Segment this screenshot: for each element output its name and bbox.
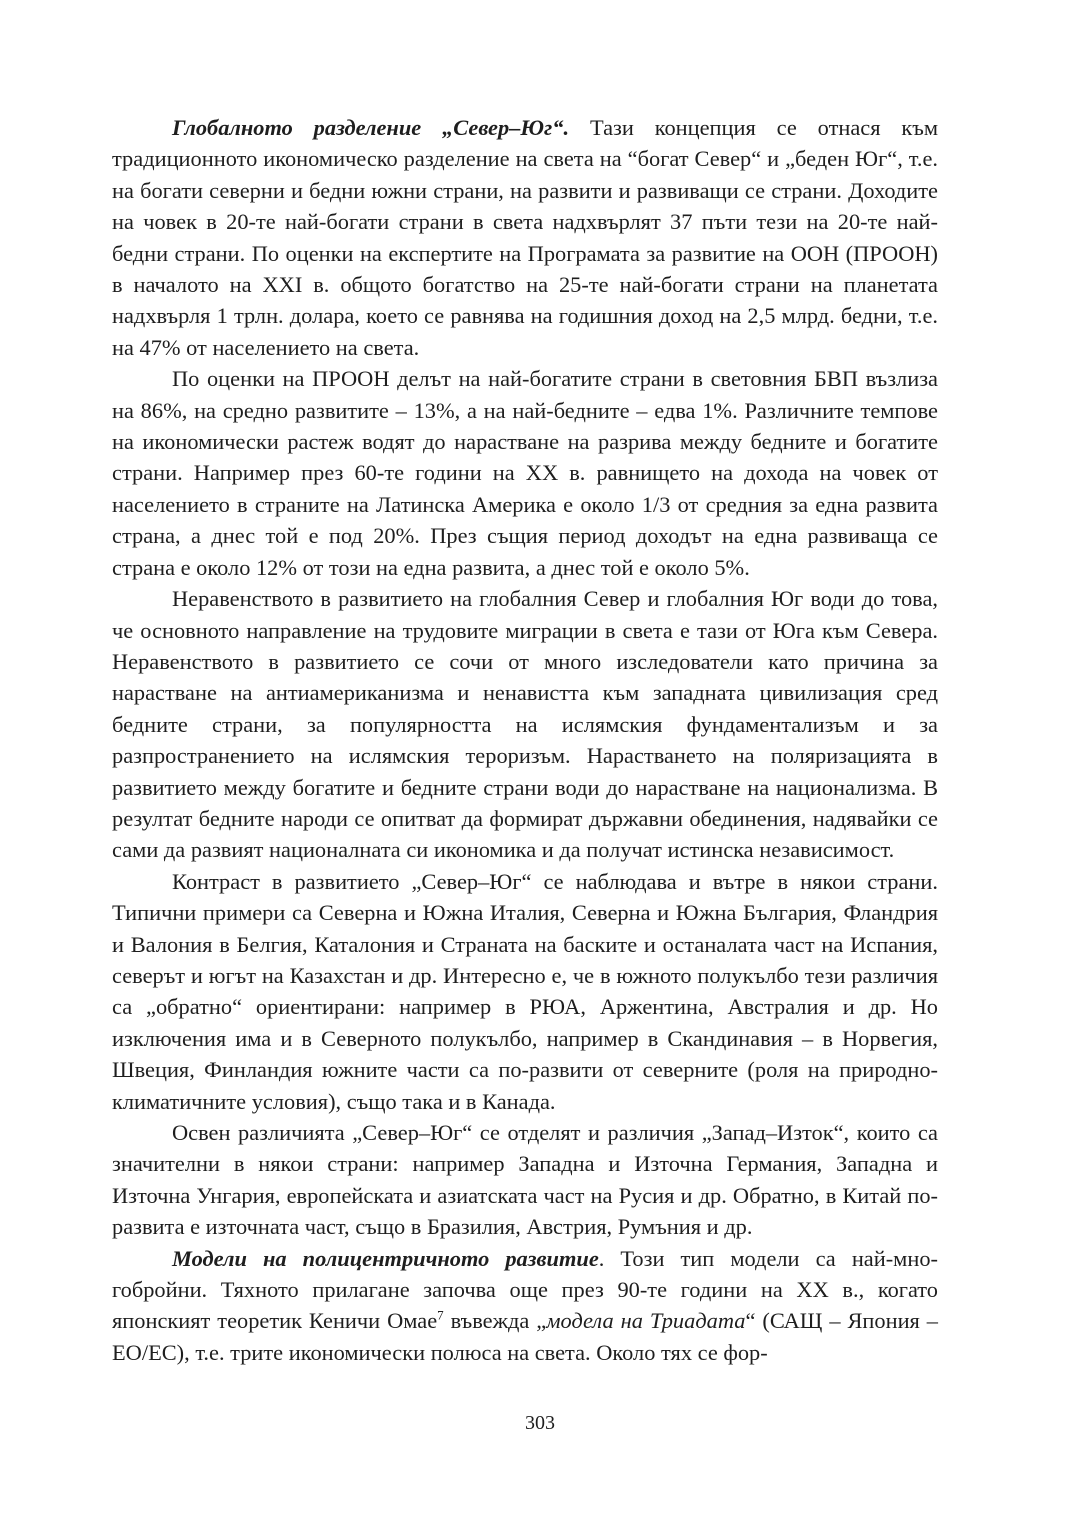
paragraph-text: Освен различията „Север–Юг“ се отделят и различия „Запад–Изток“, които са значителни в някои страни: например Западна и Източна Германия, Западна и Източна Унгария, европейската и азиатската част на Русия и др. Обратно, в Китай по-развита е източната част, също в Бразилия, Австрия, Румъния и др. — [112, 1120, 938, 1240]
italic-term: модела на Триадата — [546, 1308, 746, 1334]
paragraph-text: Контраст в развитието „Север–Юг“ се наблюдава и вътре в някои страни. Типични примери са Северна и Южна Италия, Северна и Южна България, Фландрия и Валония в Белгия, Каталония и Страната на баските и останалата част на Испания, северът и югът на Казахстан и др. Интересно е, че в южното полукълбо тези различия са „обратно“ ориентирани: например в РЮА, Аржентина, Австралия и др. Но изключения има и в Северното полукълбо, например в Скандинавия – в Норвегия, Швеция, Финландия южните части са по-развити от северните (роля на природно-климатичните условия), също така и в Канада. — [112, 868, 938, 1114]
page-number: 303 — [525, 1412, 555, 1434]
section-heading: Модели на полицентричното развитие — [172, 1245, 599, 1271]
footnote-marker: 7 — [437, 1307, 444, 1323]
paragraph-inequality — [112, 583, 938, 866]
paragraph-text: Тази концепция се отнася към традиционното икономическо разделение на света на “богат Север“ и „беден Юг“, т.е. на богати северни и бедни южни страни, на развити и развиващи се страни. Доходите на човек в 20-те най-богати страни в света надхвърлят 37 пъти тези на 20-те най-бедни страни. По оценки на експертите на Програмата за развитие на ООН (ПРООН) в началото на ХХІ в. общото богатство на 25-те най-богати страни на планетата надхвърля 1 трлн. долара, което се равнява на годишния доход на 2,5 млрд. бедни, т.е. на 47% от населението на света. — [112, 115, 939, 360]
paragraph-text: . Този тип модели са най-многобройни. Тяхното прилагане започва още през 90-те години на ХХ в., когато японският теоретик Кеничи Омае — [112, 1245, 938, 1334]
paragraph-text: въвежда „ — [443, 1308, 547, 1334]
paragraph-internal-contrast — [112, 866, 938, 1117]
paragraph-text: По оценки на ПРООН делът на най-богатите страни в световния БВП възлиза на 86%, на средно развитите – 13%, а на най-бедните – едва 1%. Различните темпове на икономически растеж водят до нарастване на разрива между бедните и богатите страни. Например през 60-те години на ХХ в. равнището на дохода на човек от населението в страните на Латинска Америка е около 1/3 от средния за една развита страна, а днес той е под 20%. През същия период доходът на една развиваща се страна е около 12% от този на една развита, а днес той е около 5%. — [112, 366, 938, 580]
paragraph-global-north-south — [112, 112, 938, 363]
paragraph-gdp-share — [112, 363, 938, 583]
section-heading: Глобалното разделение „Север–Юг“. — [172, 115, 570, 140]
paragraph-polycentric — [112, 1243, 938, 1369]
paragraph-text: Неравенството в развитието на глобалния Север и глобалния Юг води до това, че основното направление на трудовите миграции в света е тази от Юга към Севера. Неравенството в развитието се сочи от много изследователи като причина за нарастване на антиамериканизма и ненавистта към западната цивилизация сред бедните страни, за популярността на ислямския фундаментализъм и за разпространението на ислямския тероризъм. Нарастването на поляризацията в развитието между богатите и бедните страни води до нарастване на национализма. В резултат бедните народи се опитват да формират държавни обединения, надявайки се сами да развият националната си икономика и да получат истинска независимост. — [112, 586, 938, 863]
paragraph-west-east — [112, 1117, 938, 1243]
page-body — [112, 112, 938, 1368]
paragraph-text: “ (САЩ – Япония – ЕО/ЕС), т.е. трите икономически полюса на света. Около тях се фор- — [112, 1308, 938, 1365]
